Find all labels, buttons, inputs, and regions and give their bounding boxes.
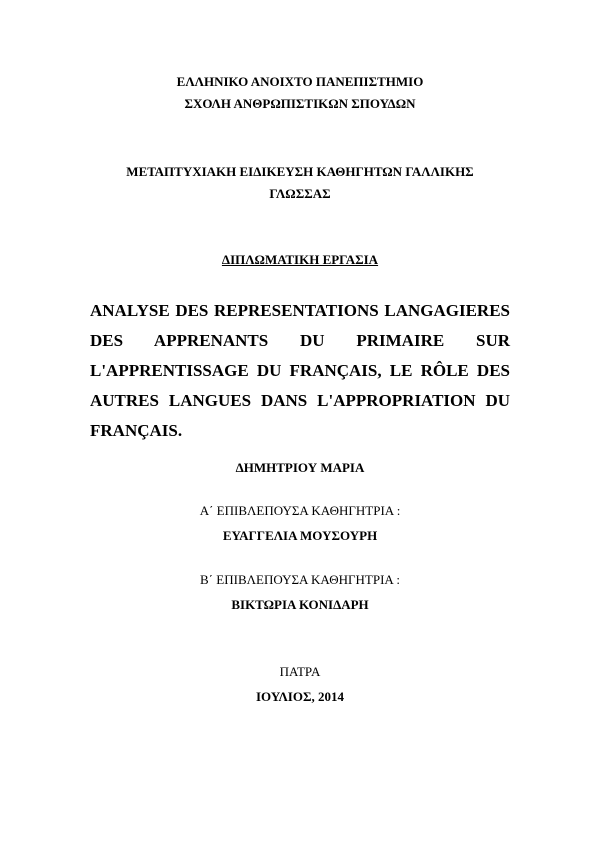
thesis-title — [90, 296, 510, 446]
supervisor-b-label: Β΄ ΕΠΙΒΛΕΠΟΥΣΑ ΚΑΘΗΓΗΤΡΙΑ : — [200, 572, 400, 587]
thesis-title-line: ANALYSE DES REPRESENTATIONS LANGAGIERES — [90, 301, 510, 320]
school-name: ΣΧΟΛΗ ΑΝΘΡΩΠΙΣΤΙΚΩΝ ΣΠΟΥΔΩΝ — [184, 96, 416, 111]
document-type: ΔΙΠΛΩΜΑΤΙΚΗ ΕΡΓΑΣΙΑ — [221, 252, 379, 267]
program-line-1: ΜΕΤΑΠΤΥΧΙΑΚΗ ΕΙΔΙΚΕΥΣΗ ΚΑΘΗΓΗΤΩΝ ΓΑΛΛΙΚΗΣ — [126, 164, 474, 179]
city: ΠΑΤΡΑ — [279, 664, 321, 679]
thesis-title-line: DES APPRENANTS DU PRIMAIRE SUR — [90, 331, 510, 350]
program-line-2: ΓΛΩΣΣΑΣ — [269, 186, 331, 201]
thesis-title-line: L'APPRENTISSAGE DU FRANÇAIS, LE RÔLE DES — [90, 361, 510, 380]
author-name: ΔΗΜΗΤΡΙΟΥ ΜΑΡΙΑ — [235, 460, 365, 475]
supervisor-a-name: ΕΥΑΓΓΕΛΙΑ ΜΟΥΣΟΥΡΗ — [222, 528, 378, 543]
thesis-title-line: FRANÇAIS. — [90, 421, 183, 440]
thesis-title-line: AUTRES LANGUES DANS L'APPROPRIATION DU — [90, 391, 510, 410]
supervisor-a-label: Α΄ ΕΠΙΒΛΕΠΟΥΣΑ ΚΑΘΗΓΗΤΡΙΑ : — [199, 503, 401, 518]
supervisor-b-name: ΒΙΚΤΩΡΙΑ ΚΟΝΙΔΑΡΗ — [231, 597, 369, 612]
university-name: ΕΛΛΗΝΙΚΟ ΑΝΟΙΧΤΟ ΠΑΝΕΠΙΣΤΗΜΙΟ — [176, 74, 424, 89]
date: ΙΟΥΛΙΟΣ, 2014 — [256, 689, 344, 704]
